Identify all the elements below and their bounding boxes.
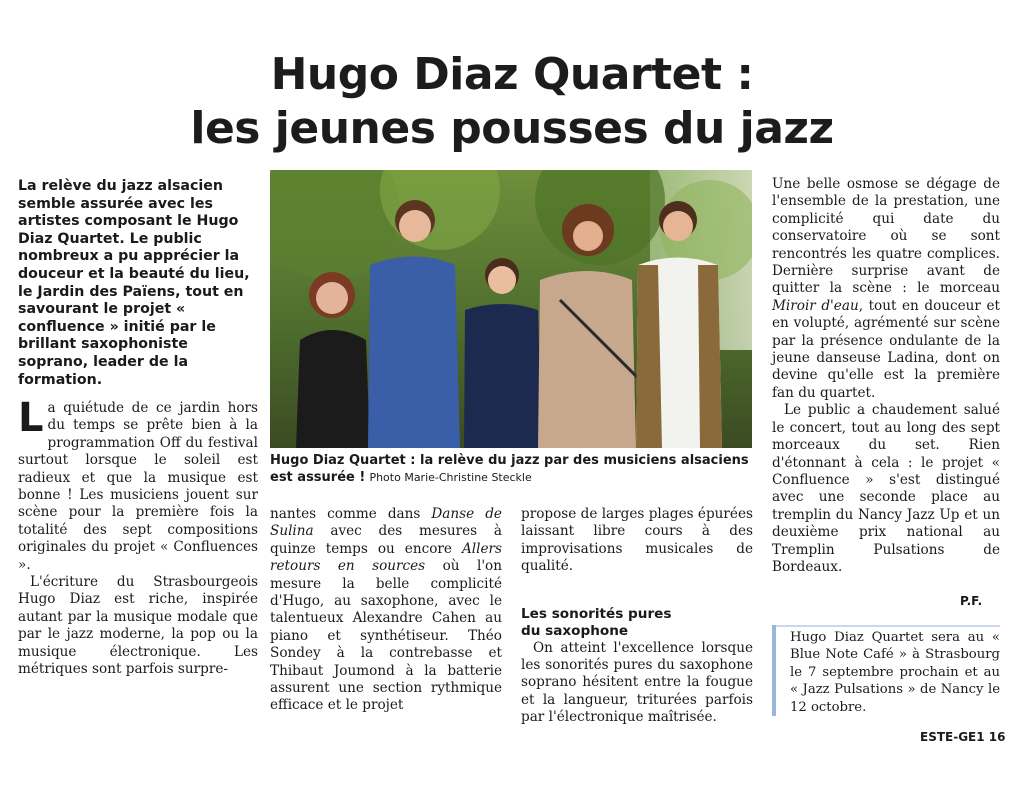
section-subhead: Les sonorités pures du saxophone	[521, 605, 672, 639]
caption-text: Hugo Diaz Quartet : la relève du jazz par des musiciens alsaciens est assurée !	[270, 453, 749, 485]
event-info-box	[772, 625, 1000, 716]
info-box-text: Hugo Diaz Quartet sera au « Blue Note Café » à Strasbourg le 7 septembre prochain et au « Jazz Pulsations » de Nancy le 12 octobre.	[790, 630, 1000, 715]
headline-line-2: les jeunes pousses du jazz	[190, 103, 834, 154]
photo-credit: Photo Marie-Christine Steckle	[369, 471, 532, 484]
column-2-paragraph: nantes comme dans Danse de Sulina avec des mesures à quinze temps ou encore Allers retours en sources où l'on mesure la belle complicité d'Hugo, au saxophone, avec le talentueux Alexandre Cahen au piano et synthétiseur. Théo Sondey à la contrebasse et Thibaut Joumond à la batterie assurent une section rythmique efficace et le projet	[270, 506, 502, 714]
headline	[0, 48, 1024, 156]
column-1-paragraph-2: L'écriture du Strasbourgeois Hugo Diaz est riche, inspirée autant par la musique modale que par le jazz moderne, la pop ou la musique électronique. Les métriques sont parfois surpre-	[18, 574, 258, 678]
lead-paragraph: La relève du jazz alsacien semble assurée avec les artistes composant le Hugo Diaz Quartet. Le public nombreux a pu apprécier la douceur et la beauté du lieu, le Jardin des Païens, tout en savourant le projet « confluence » initié par le brillant saxophoniste soprano, leader de la formation.	[18, 178, 250, 388]
column-4-paragraph-2: Le public a chaudement salué le concert, tout au long des sept morceaux du set. Rien d'étonnant à cela : le projet « Confluence » s'est distingué avec une seconde place au tremplin du Nancy Jazz Up et un deuxième prix national au Tremplin Pulsations de Bordeaux.	[772, 402, 1000, 575]
headline-line-1: Hugo Diaz Quartet :	[270, 49, 754, 100]
column-2	[270, 506, 502, 715]
column-3-paragraph-2: On atteint l'excellence lorsque les sonorités pures du saxophone soprano hésitent entre la fougue et la langueur, triturées parfois par l'électronique maîtrisée.	[521, 639, 753, 726]
column-1-paragraph-1: La quiétude de ce jardin hors du temps se prête bien à la programmation Off du festival surtout lorsque le soleil est radieux et que la musique est bonne ! Les musiciens jouent sur scène pour la première fois la totalité des sept compositions originales du projet « Confluences ».	[18, 395, 258, 573]
column-1	[18, 395, 258, 679]
column-3	[521, 506, 753, 727]
page-folio: ESTE-GE1 16	[920, 730, 1006, 744]
spacer	[521, 576, 753, 606]
column-3-paragraph-1: propose de larges plages épurées laissant libre cours à des improvisations musicales de qualité.	[521, 506, 753, 575]
info-box-rule	[776, 625, 1000, 627]
column-4-paragraph-1: Une belle osmose se dégage de l'ensemble de la prestation, une complicité qui date du conservatoire où se sont rencontrés les quatre complices. Dernière surprise avant de quitter la scène : le morceau Miroir d'eau, tout en douceur et en volupté, agrémenté sur scène par la présence ondulante de la jeune danseuse Ladina, dont on devine qu'elle est la première fan du quartet.	[772, 176, 1000, 401]
band-photo	[270, 170, 752, 448]
column-4	[772, 176, 1000, 576]
author-signature: P.F.	[960, 594, 983, 608]
drop-cap: L	[18, 395, 44, 441]
photo-caption	[270, 452, 752, 486]
